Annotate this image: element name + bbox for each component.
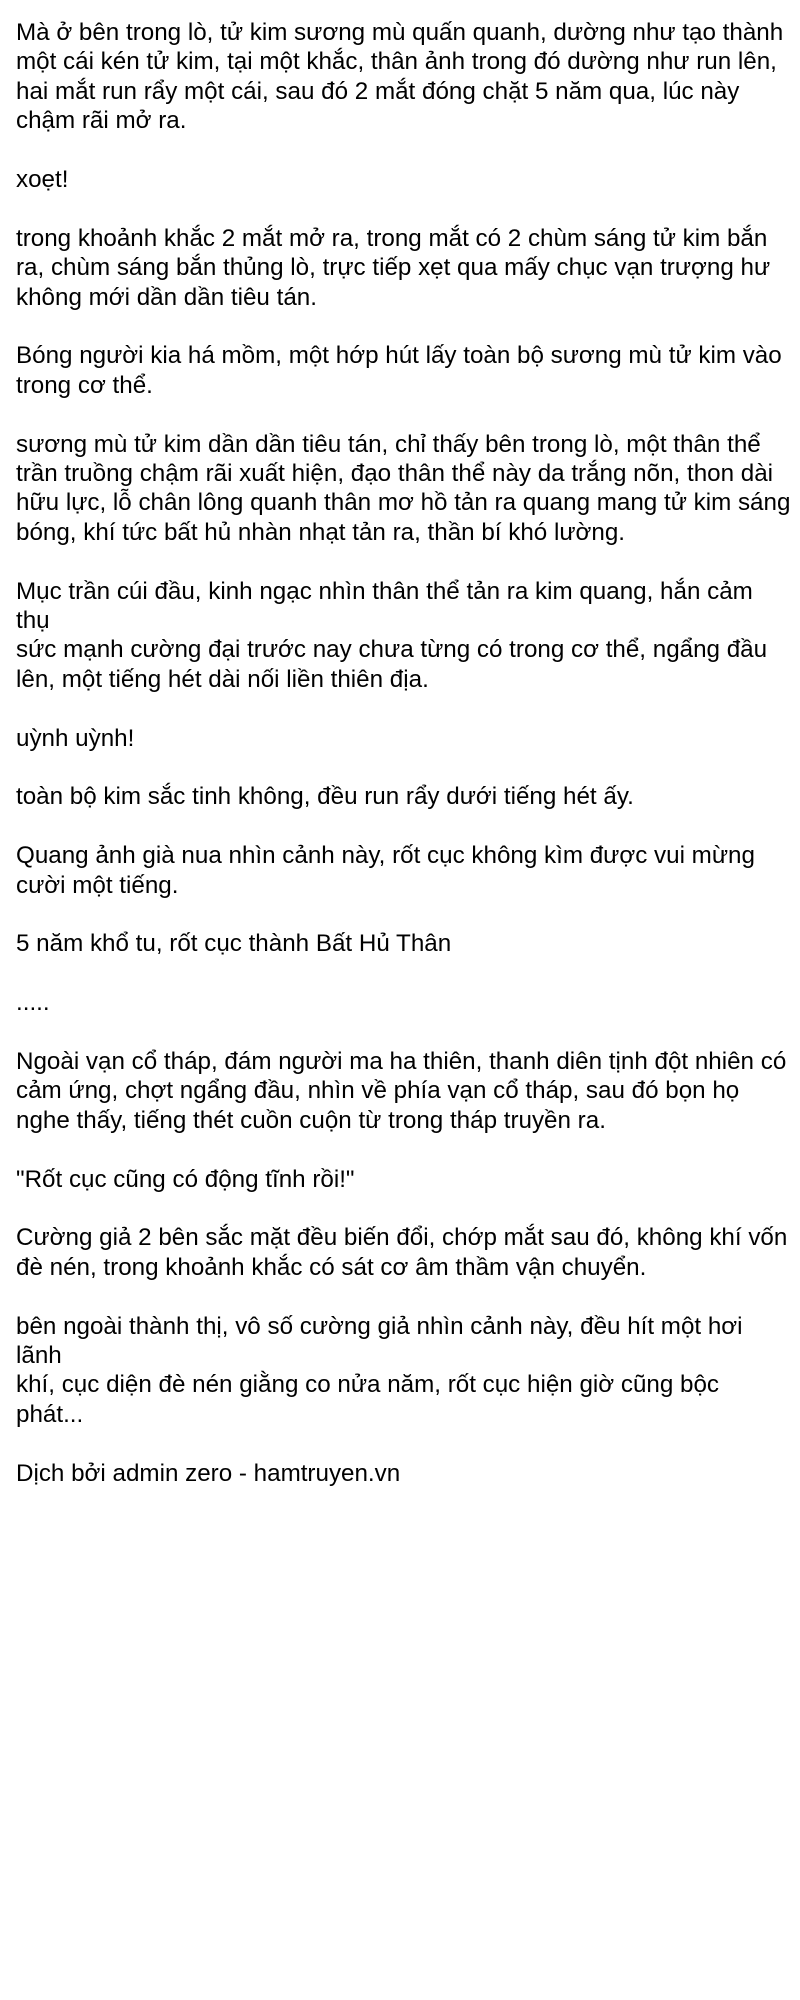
paragraph-8: toàn bộ kim sắc tinh không, đều run rẩy dưới tiếng hét ấy. (16, 783, 634, 811)
chapter-text (16, 18, 792, 1517)
paragraph-13: "Rốt cục cũng có động tĩnh rồi!" (16, 1165, 355, 1193)
paragraph-15: bên ngoài thành thị, vô số cường giả nhìn cảnh này, đều hít một hơi lãnh khí, cục diện đè nén giằng co nửa năm, rốt cục hiện giờ cũng bộc phát... (16, 1312, 743, 1428)
paragraph-3: trong khoảnh khắc 2 mắt mở ra, trong mắt có 2 chùm sáng tử kim bắn ra, chùm sáng bắn thủng lò, trực tiếp xẹt qua mấy chục vạn trượng hư không mới dần dần tiêu tán. (16, 224, 771, 311)
paragraph-7: uỳnh uỳnh! (16, 724, 135, 752)
paragraph-1: Mà ở bên trong lò, tử kim sương mù quấn quanh, dường như tạo thành một cái kén tử kim, tại một khắc, thân ảnh trong đó dường như run lên, hai mắt run rẩy một cái, sau đó 2 mắt đóng chặt 5 năm qua, lúc này chậm rãi mở ra. (16, 19, 784, 135)
paragraph-10: 5 năm khổ tu, rốt cục thành Bất Hủ Thân (16, 930, 452, 958)
paragraph-14: Cường giả 2 bên sắc mặt đều biến đổi, chớp mắt sau đó, không khí vốn đè nén, trong khoảnh khắc có sát cơ âm thầm vận chuyển. (16, 1224, 788, 1281)
translator-credit: Dịch bởi admin zero - hamtruyen.vn (16, 1459, 401, 1487)
paragraph-5: sương mù tử kim dần dần tiêu tán, chỉ thấy bên trong lò, một thân thể trần truồng chậm rãi xuất hiện, đạo thân thể này da trắng nõn, thon dài hữu lực, lỗ chân lông quanh thân mơ hồ tản ra quang mang tử kim sáng bóng, khí tức bất hủ nhàn nhạt tản ra, thần bí khó lường. (16, 430, 791, 546)
paragraph-12: Ngoài vạn cổ tháp, đám người ma ha thiên, thanh diên tịnh đột nhiên có cảm ứng, chợt ngẩng đầu, nhìn về phía vạn cổ tháp, sau đó bọn họ nghe thấy, tiếng thét cuồn cuộn từ trong tháp truyền ra. (16, 1048, 787, 1134)
paragraph-11: ..... (16, 989, 50, 1017)
paragraph-2: xoẹt! (16, 166, 69, 194)
paragraph-9: Quang ảnh già nua nhìn cảnh này, rốt cục không kìm được vui mừng cười một tiếng. (16, 842, 755, 899)
paragraph-4: Bóng người kia há mồm, một hớp hút lấy toàn bộ sương mù tử kim vào trong cơ thể. (16, 342, 782, 399)
paragraph-6: Mục trần cúi đầu, kinh ngạc nhìn thân thể tản ra kim quang, hắn cảm thụ sức mạnh cường đại trước nay chưa từng có trong cơ thể, ngẩng đầu lên, một tiếng hét dài nối liền thiên địa. (16, 577, 768, 693)
